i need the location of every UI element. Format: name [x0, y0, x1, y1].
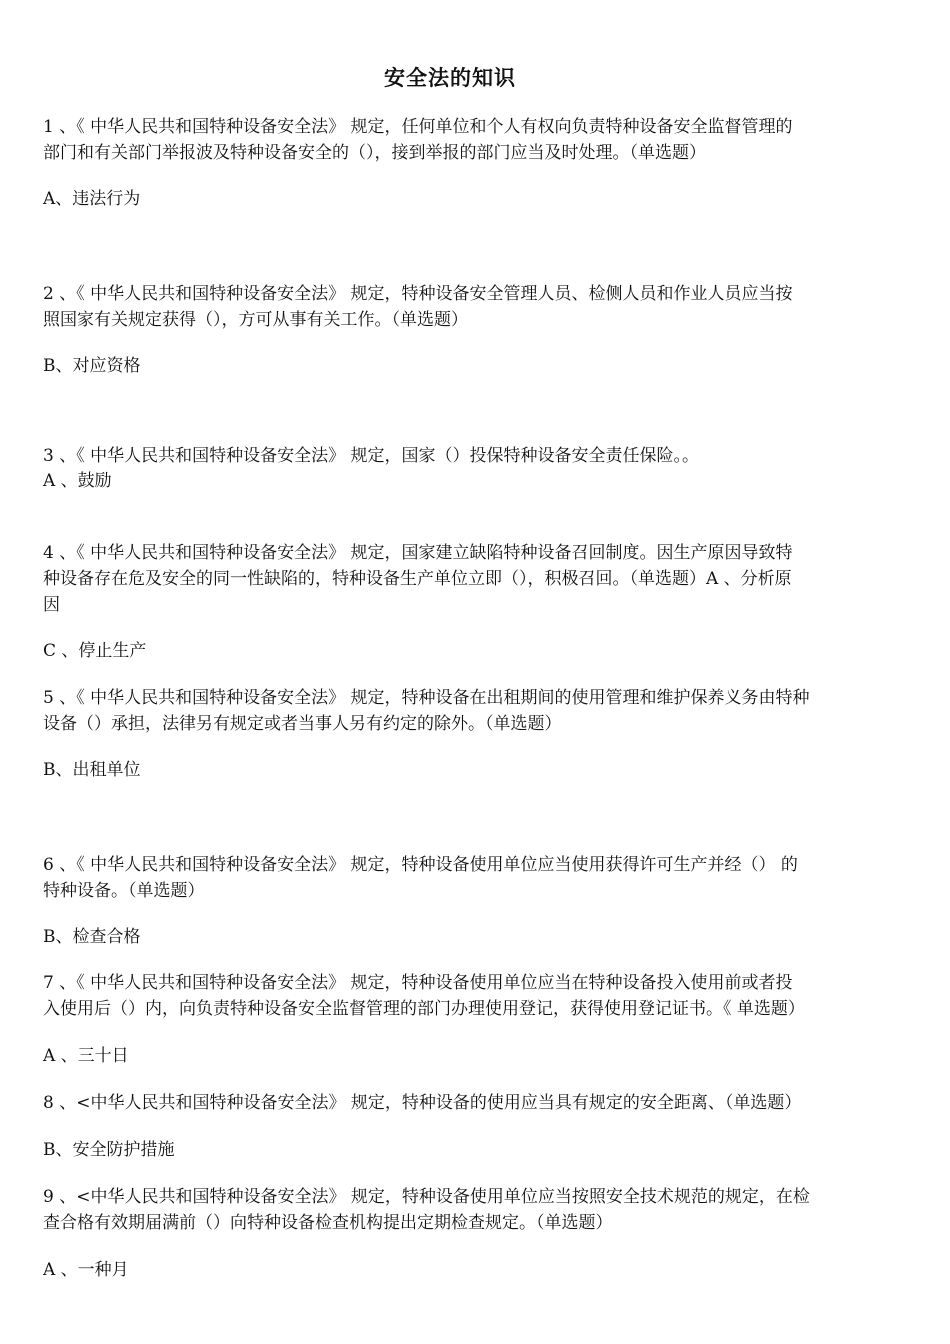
question-3	[43, 443, 913, 469]
answer-5: B、出租单位	[43, 760, 141, 780]
question-line: 4 、《 中华人民共和国特种设备安全法》 规定，国家建立缺陷特种设备召回制度。因生产原因导致特	[43, 543, 793, 563]
question-line: 入使用后（）内，向负责特种设备安全监督管理的部门办理使用登记，获得使用登记证书。《 单选题）	[43, 999, 805, 1019]
question-line: 部门和有关部门举报波及特种设备安全的（），接到举报的部门应当及时处理。（单选题）	[43, 143, 706, 163]
answer-3: A 、鼓励	[43, 471, 112, 491]
question-6	[43, 852, 913, 904]
answer-9: A 、一种月	[43, 1260, 129, 1280]
question-2	[43, 281, 913, 333]
question-line: 种设备存在危及安全的同一性缺陷的，特种设备生产单位立即（），积极召回。（单选题）A 、分析原	[43, 569, 792, 589]
question-line: 5 、《 中华人民共和国特种设备安全法》 规定，特种设备在出租期间的使用管理和维护保养义务由特种	[43, 688, 810, 708]
question-5	[43, 685, 913, 737]
question-line: 2 、《 中华人民共和国特种设备安全法》 规定，特种设备安全管理人员、检侧人员和作业人员应当按	[43, 284, 793, 304]
question-7	[43, 970, 913, 1022]
question-8	[43, 1090, 913, 1116]
document-title: 安全法的知识	[384, 66, 516, 90]
question-4	[43, 540, 913, 618]
question-line: 7 、《 中华人民共和国特种设备安全法》 规定，特种设备使用单位应当在特种设备投入使用前或者投	[43, 973, 793, 993]
question-line: 特种设备。（单选题）	[43, 881, 205, 901]
question-line: 因	[43, 595, 60, 615]
answer-2: B、对应资格	[43, 356, 141, 376]
question-line: 8 、<中华人民共和国特种设备安全法》 规定，特种设备的使用应当具有规定的安全距离、（单选题）	[43, 1093, 802, 1113]
question-line: 照国家有关规定获得（），方可从事有关工作。（单选题）	[43, 310, 468, 330]
answer-1: A、违法行为	[43, 189, 141, 209]
question-line: 设备（）承担，法律另有规定或者当事人另有约定的除外。（单选题）	[43, 714, 562, 734]
answer-6: B、检查合格	[43, 927, 141, 947]
answer-7: A 、三十日	[43, 1046, 129, 1066]
answer-8: B、安全防护措施	[43, 1140, 175, 1160]
question-line: 9 、<中华人民共和国特种设备安全法》 规定，特种设备使用单位应当按照安全技术规范的规定，在检	[43, 1187, 810, 1207]
question-line: 查合格有效期届满前（）向特种设备检查机构提出定期检查规定。（单选题）	[43, 1213, 613, 1233]
question-9	[43, 1184, 913, 1236]
question-line: 1 、《 中华人民共和国特种设备安全法》 规定，任何单位和个人有权向负责特种设备安全监督管理的	[43, 117, 793, 137]
question-line: 3 、《 中华人民共和国特种设备安全法》 规定，国家（）投保特种设备安全责任保险。。	[43, 446, 700, 466]
answer-4: C 、停止生产	[43, 641, 147, 661]
question-1	[43, 114, 913, 166]
question-line: 6 、《 中华人民共和国特种设备安全法》 规定，特种设备使用单位应当使用获得许可生产并经（） 的	[43, 855, 798, 875]
